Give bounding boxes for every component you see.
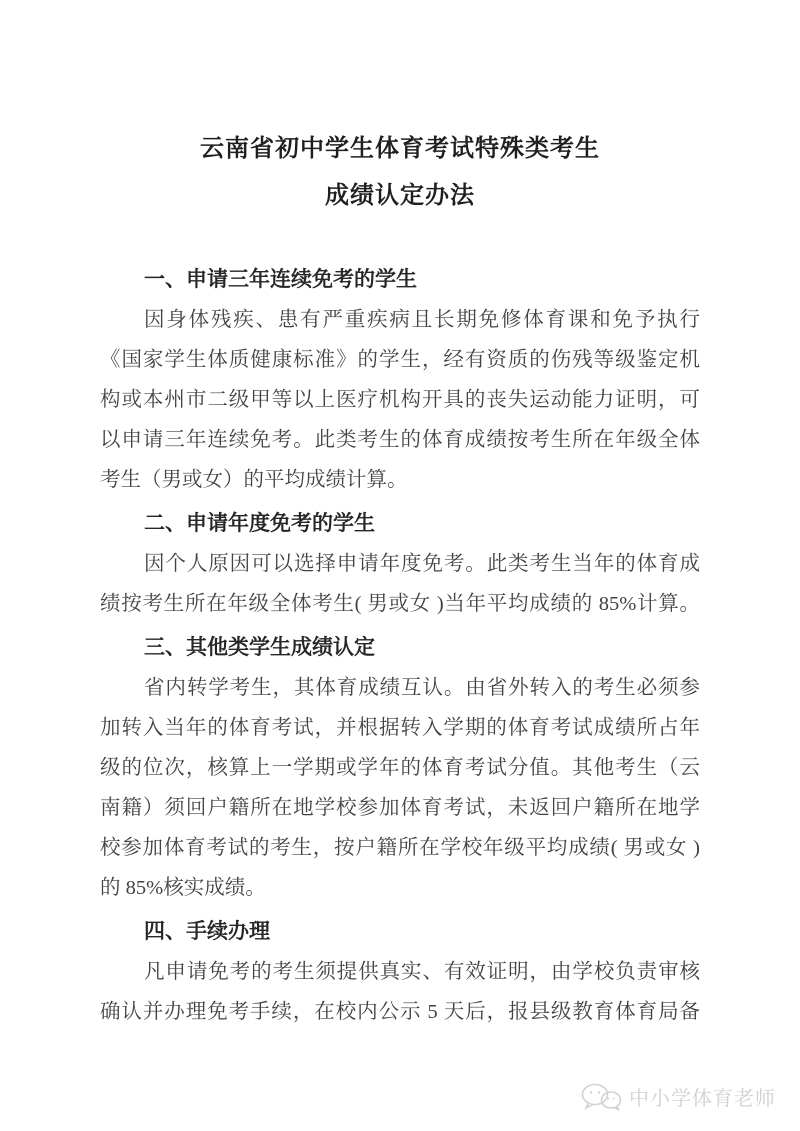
watermark	[580, 1082, 776, 1111]
title-line-2: 成绩认定办法	[325, 183, 475, 209]
document-title	[100, 0, 700, 220]
body-line: 南籍）须回户籍所在地学校参加体育考试，未返回户籍所在地学	[100, 797, 700, 819]
document-body	[100, 260, 700, 1032]
section-heading: 四、手续办理	[144, 920, 270, 943]
body-line: 因身体残疾、患有严重疾病且长期免修体育课和免予执行	[144, 309, 700, 331]
watermark-text: 中小学体育老师	[629, 1088, 776, 1110]
body-line: 确认并办理免考手续，在校内公示 5 天后，报县级教育体育局备	[100, 1001, 700, 1023]
body-line: 加转入当年的体育考试，并根据转入学期的体育考试成绩所占年	[100, 717, 700, 739]
body-line: 凡申请免考的考生须提供真实、有效证明，由学校负责审核	[144, 961, 700, 983]
body-line: 考生（男或女）的平均成绩计算。	[100, 469, 408, 491]
body-line: 省内转学考生，其体育成绩互认。由省外转入的考生必须参	[144, 677, 700, 699]
body-line: 因个人原因可以选择申请年度免考。此类考生当年的体育成	[144, 553, 700, 575]
body-line: 校参加体育考试的考生，按户籍所在学校年级平均成绩( 男或女 )	[100, 837, 700, 859]
body-line: 《国家学生体质健康标准》的学生，经有资质的伤残等级鉴定机	[100, 349, 700, 371]
section-heading: 三、其他类学生成绩认定	[144, 636, 375, 659]
wechat-icon	[580, 1083, 622, 1111]
body-line: 级的位次，核算上一学期或学年的体育考试分值。其他考生（云	[100, 757, 700, 779]
body-line: 绩按考生所在年级全体考生( 男或女 )当年平均成绩的 85%计算。	[100, 593, 700, 615]
body-line: 的 85%核实成绩。	[100, 877, 266, 899]
body-line: 以申请三年连续免考。此类考生的体育成绩按考生所在年级全体	[100, 429, 700, 451]
section-heading: 一、申请三年连续免考的学生	[144, 268, 417, 291]
body-line: 构或本州市二级甲等以上医疗机构开具的丧失运动能力证明，可	[100, 389, 700, 411]
title-line-1: 云南省初中学生体育考试特殊类考生	[200, 136, 600, 162]
section-heading: 二、申请年度免考的学生	[144, 512, 375, 535]
